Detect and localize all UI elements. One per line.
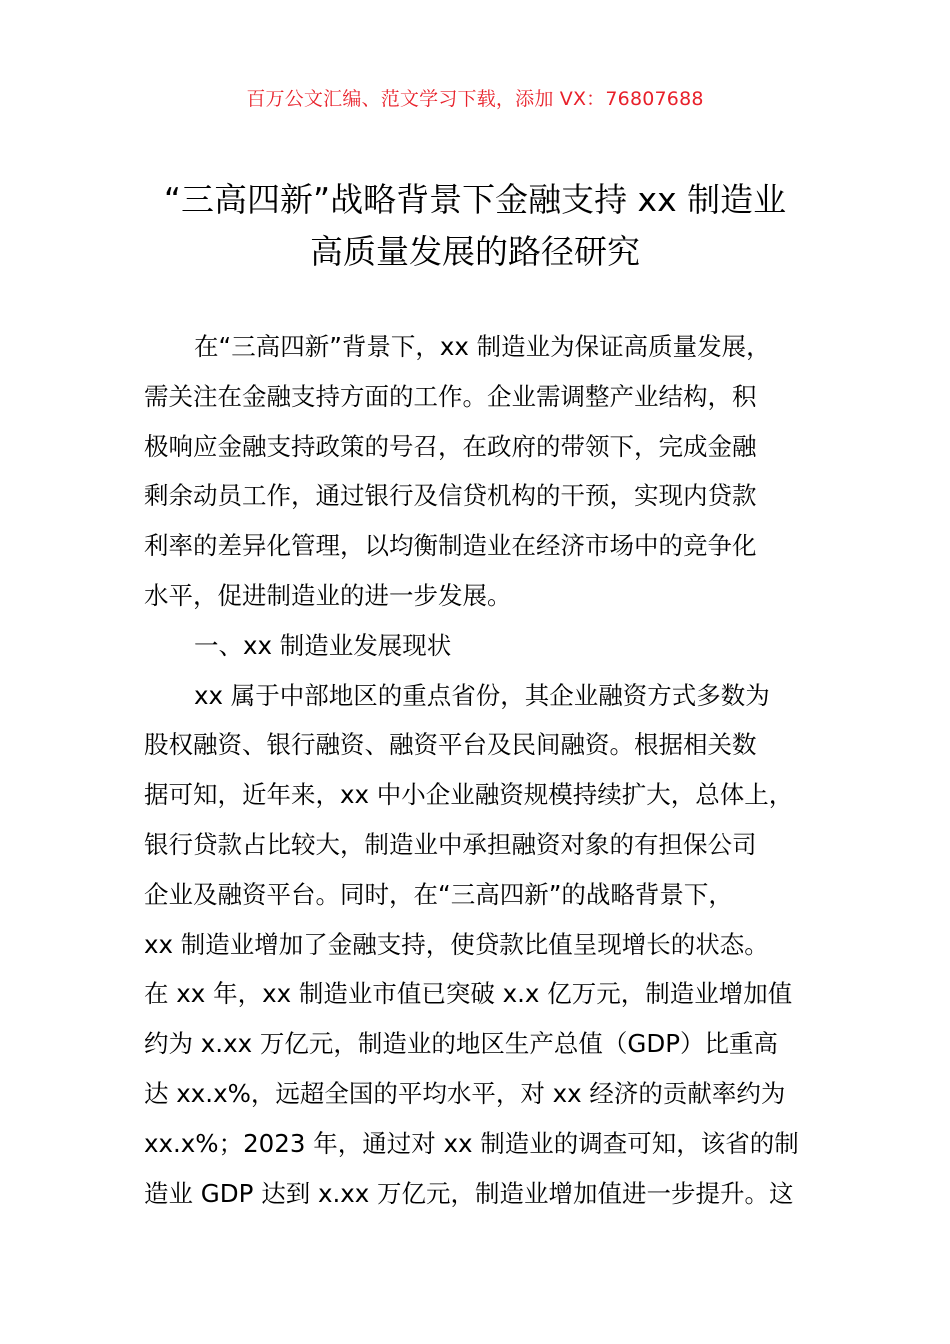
paragraph-2-line: xx 制造业增加了金融支持，使贷款比值呈现增长的状态。	[144, 929, 769, 959]
paragraph-1-line: 利率的差异化管理，以均衡制造业在经济市场中的竞争化	[144, 531, 757, 561]
paragraph-2-line: 银行贷款占比较大，制造业中承担融资对象的有担保公司	[144, 829, 757, 859]
paragraph-2-line: 达 xx.x%，远超全国的平均水平，对 xx 经济的贡献率约为	[144, 1078, 786, 1108]
paragraph-1-line: 极响应金融支持政策的号召，在政府的带领下，完成金融	[144, 431, 757, 461]
title-line-2: 高质量发展的路径研究	[310, 232, 640, 271]
paragraph-1-line: 需关注在金融支持方面的工作。企业需调整产业结构，积	[144, 381, 757, 411]
paragraph-2-line: 约为 x.xx 万亿元，制造业的地区生产总值（GDP）比重高	[144, 1029, 778, 1059]
paragraph-2-line: xx 属于中部地区的重点省份，其企业融资方式多数为	[194, 680, 770, 710]
paragraph-2-line: 在 xx 年，xx 制造业市值已突破 x.x 亿万元，制造业增加值	[144, 979, 793, 1009]
section-heading: 一、xx 制造业发展现状	[194, 630, 452, 660]
paragraph-1-line: 剩余动员工作，通过银行及信贷机构的干预，实现内贷款	[144, 481, 757, 511]
title-line-1: “三高四新”战略背景下金融支持 xx 制造业	[163, 180, 787, 219]
document-title	[120, 174, 830, 278]
document-body	[144, 322, 834, 1218]
paragraph-2-line: xx.x%；2023 年，通过对 xx 制造业的调查可知，该省的制	[144, 1128, 799, 1158]
paragraph-1-line: 水平，促进制造业的进一步发展。	[144, 580, 512, 610]
paragraph-2-line: 股权融资、银行融资、融资平台及民间融资。根据相关数	[144, 730, 757, 760]
paragraph-2-line: 企业及融资平台。同时，在“三高四新”的战略背景下，	[144, 879, 733, 909]
paragraph-2-line: 造业 GDP 达到 x.xx 万亿元，制造业增加值进一步提升。这	[144, 1178, 794, 1208]
paragraph-1-line: 在“三高四新”背景下，xx 制造业为保证高质量发展，	[194, 332, 771, 361]
paragraph-2-line: 据可知，近年来，xx 中小企业融资规模持续扩大，总体上，	[144, 780, 794, 810]
header-watermark-note: 百万公文汇编、范文学习下载，添加 VX：76807688	[246, 88, 704, 110]
